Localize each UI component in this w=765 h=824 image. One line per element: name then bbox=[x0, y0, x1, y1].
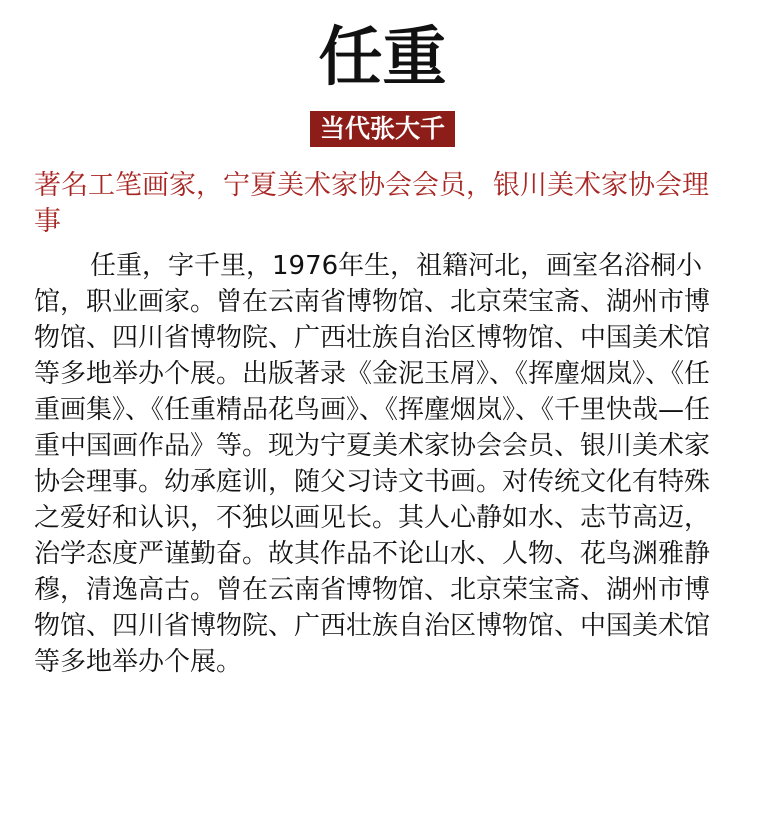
artist-biography: 任重，字千里，1976年生，祖籍河北，画室名浴桐小馆，职业画家。曾在云南省博物馆、北京荣宝斋、湖州市博物馆、四川省博物院、广西壮族自治区博物馆、中国美术馆等多地举办个展。出版著录《金泥玉屑》、《挥麈烟岚》、《任重画集》、《任重精品花鸟画》、《挥麈烟岚》、《千里快哉—任重中国画作品》等。现为宁夏美术家协会会员、银川美术家协会理事。幼承庭训，随父习诗文书画。对传统文化有特殊之爱好和认识，不独以画见长。其人心静如水、志节高迈，治学态度严谨勤奋。故其作品不论山水、人物、花鸟渊雅静穆，清逸高古。曾在云南省博物馆、北京荣宝斋、湖州市博物馆、四川省博物院、广西壮族自治区博物馆、中国美术馆等多地举办个展。 bbox=[34, 251, 711, 677]
page-title: 任重 bbox=[318, 21, 447, 95]
title-badge: 当代张大千 bbox=[310, 111, 455, 147]
badge-container bbox=[0, 111, 765, 147]
artist-subtitle: 著名工笔画家，宁夏美术家协会会员，银川美术家协会理事 bbox=[34, 170, 709, 237]
